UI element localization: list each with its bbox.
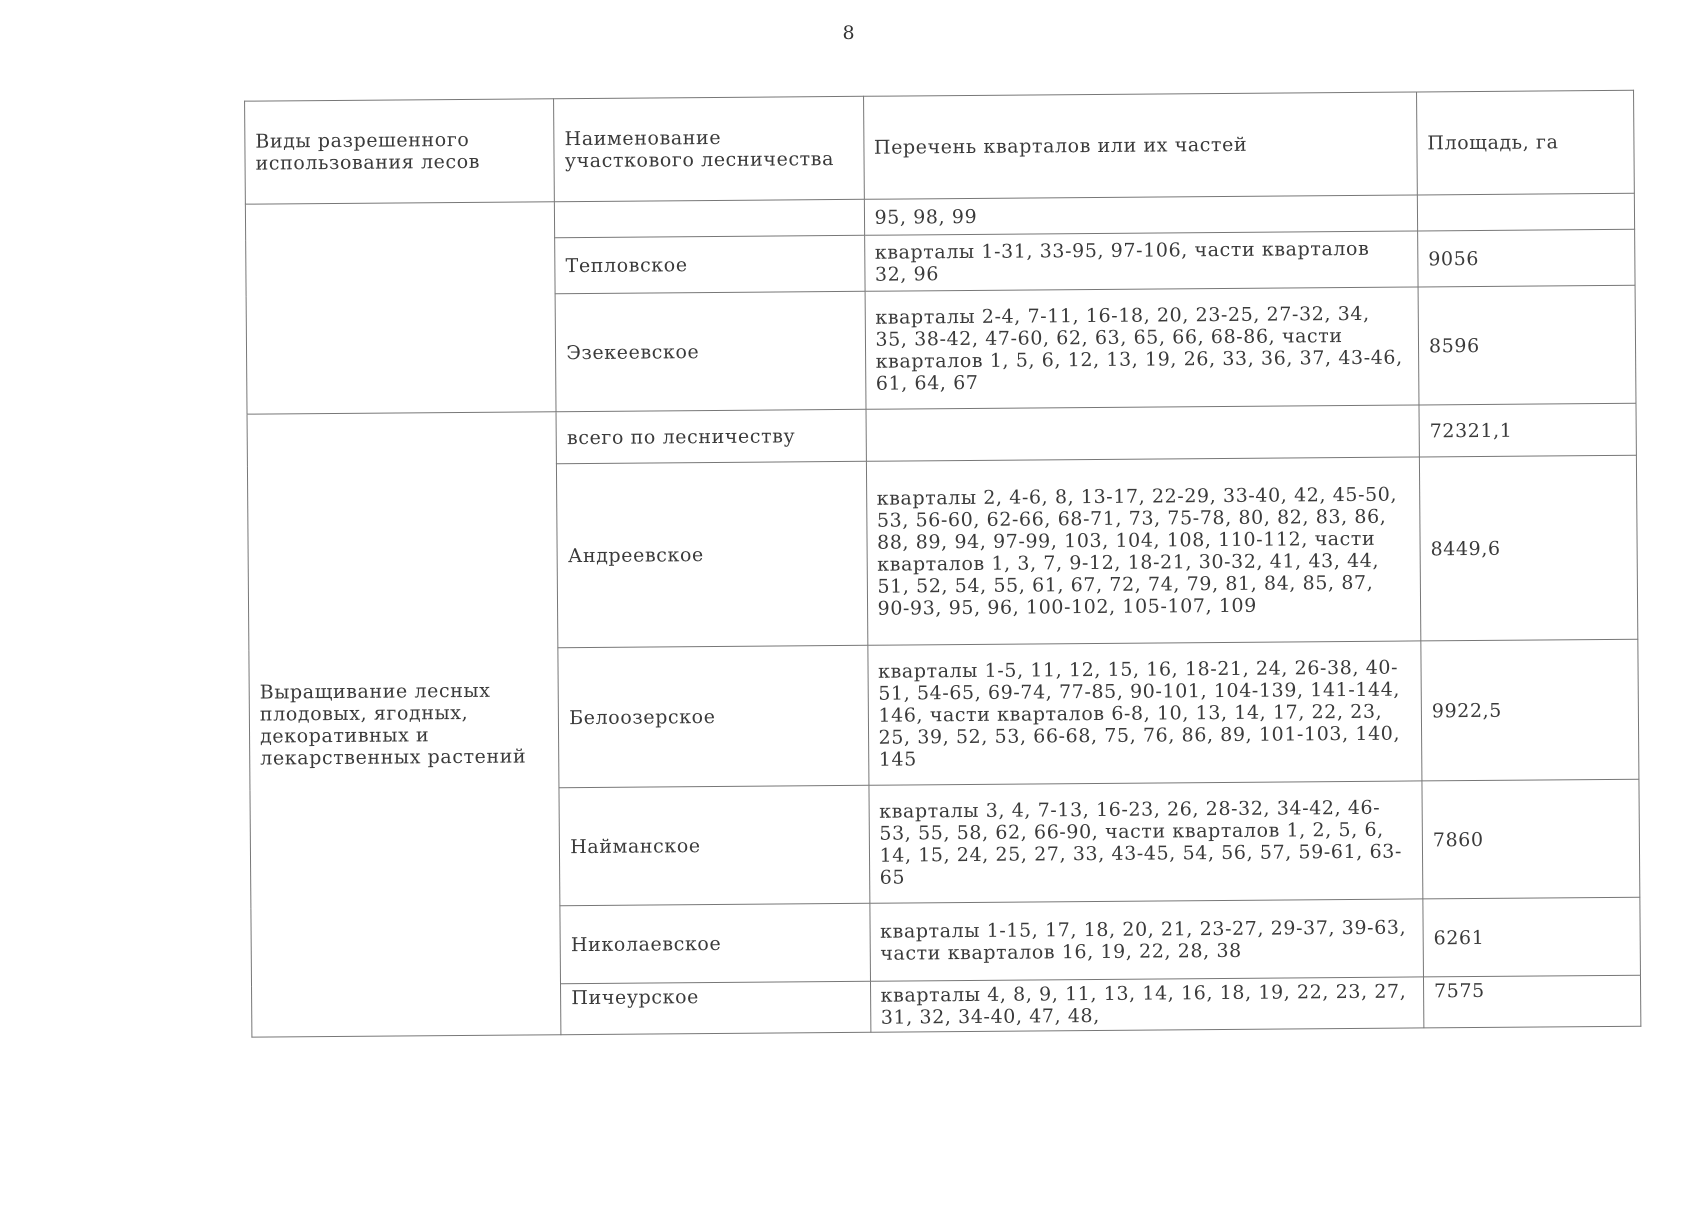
district-cell: Белоозерское <box>558 645 868 787</box>
table-header-row <box>245 90 1635 204</box>
area-cell: 8596 <box>1418 285 1636 405</box>
area-cell: 9056 <box>1418 229 1635 287</box>
use-cell-continued <box>245 202 556 414</box>
district-cell: Николаевское <box>560 903 870 983</box>
district-cell: Тепловское <box>555 235 865 293</box>
quarters-cell: кварталы 1-5, 11, 12, 15, 16, 18-21, 24, 26-38, 40-51, 54-65, 69-74, 77-85, 90-101, 104-139, 141-144, 146, части кварталов 6-8, 10, 13, 14, 17, 22, 23, 25, 39, 52, 53, 66-68, 75, 76, 86, 89, 101-103, 140, 145 <box>867 641 1422 785</box>
area-cell <box>1417 193 1634 231</box>
quarters-cell: кварталы 3, 4, 7-13, 16-23, 26, 28-32, 34-42, 46-53, 55, 58, 62, 66-90, части кварталов 1, 2, 5, 6, 14, 15, 24, 25, 27, 33, 43-45, 54, 56, 57, 59-61, 63-65 <box>868 781 1422 903</box>
quarters-cell: 95, 98, 99 <box>864 195 1418 235</box>
use-cell: Выращивание лесных плодовых, ягодных, декоративных и лекарственных растений <box>247 412 561 1037</box>
district-cell <box>555 199 865 237</box>
header-quarters: Перечень кварталов или их частей <box>863 92 1417 199</box>
quarters-cell <box>866 405 1420 461</box>
header-area: Площадь, га <box>1416 90 1634 195</box>
area-cell: 7575 <box>1423 975 1640 1028</box>
header-use: Виды разрешенного использования лесов <box>245 99 555 204</box>
district-cell: Пичеурское <box>561 981 871 1034</box>
area-cell: 7860 <box>1422 779 1640 899</box>
area-cell: 72321,1 <box>1419 403 1636 457</box>
quarters-cell: кварталы 2-4, 7-11, 16-18, 20, 23-25, 27-32, 34, 35, 38-42, 47-60, 62, 63, 65, 66, 68-86, части кварталов 1, 5, 6, 12, 13, 19, 26, 33, 36, 37, 43-46, 61, 64, 67 <box>865 287 1419 409</box>
header-district: Наименование участкового лесничества <box>554 96 864 201</box>
area-cell: 8449,6 <box>1419 455 1637 641</box>
area-cell: 9922,5 <box>1421 639 1639 781</box>
quarters-cell: кварталы 4, 8, 9, 11, 13, 14, 16, 18, 19, 22, 23, 27, 31, 32, 34-40, 47, 48, <box>870 977 1424 1032</box>
quarters-cell: кварталы 2, 4-6, 8, 13-17, 22-29, 33-40, 42, 45-50, 53, 56-60, 62-66, 68-71, 73, 75-78, 80, 82, 83, 86, 88, 89, 94, 97-99, 103, 104, 108, 110-112, части кварталов 1, 3, 7, 9-12, 18-21, 30-32, 41, 43, 44, 51, 52, 54, 55, 61, 67, 72, 74, 79, 81, 84, 85, 87, 90-93, 95, 96, 100-102, 105-107, 109 <box>866 457 1421 645</box>
quarters-cell: кварталы 1-31, 33-95, 97-106, части кварталов 32, 96 <box>864 231 1418 291</box>
quarters-cell: кварталы 1-15, 17, 18, 20, 21, 23-27, 29-37, 39-63, части кварталов 16, 19, 22, 28, 38 <box>869 899 1423 981</box>
district-cell: всего по лесничеству <box>556 409 866 463</box>
district-cell: Эзекеевское <box>555 291 865 411</box>
area-cell: 6261 <box>1423 897 1641 977</box>
district-cell: Андреевское <box>557 461 868 647</box>
district-cell: Найманское <box>559 785 869 905</box>
page-number: 8 <box>842 22 855 44</box>
forest-use-table <box>244 90 1641 1038</box>
